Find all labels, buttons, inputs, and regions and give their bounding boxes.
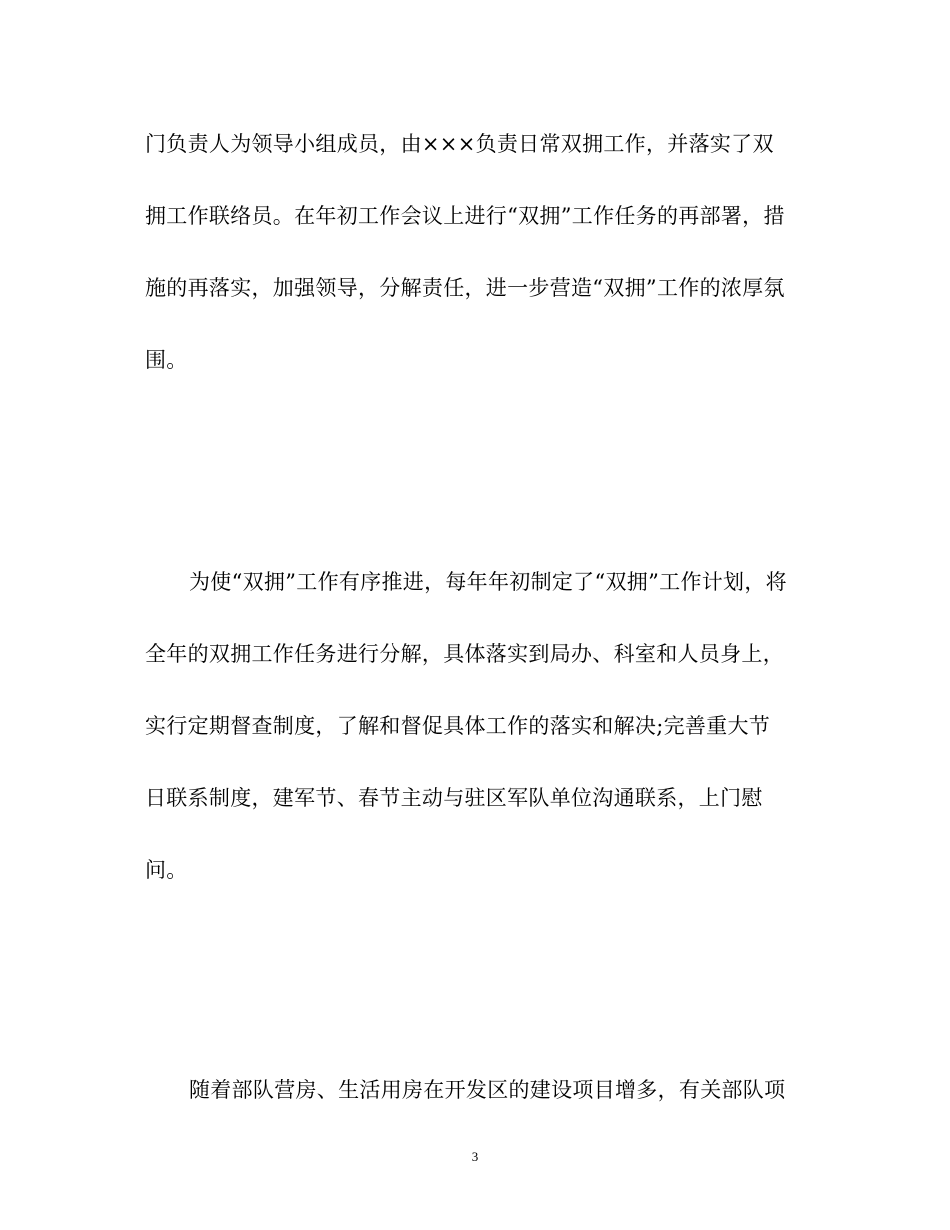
text-line: 全年的双拥工作任务进行分解，具体落实到局办、科室和人员身上， [145,642,784,666]
text-line: 围。 [145,348,188,372]
text-line: 实行定期督查制度，了解和督促具体工作的落实和解决;完善重大节 [145,714,771,738]
text-line: 门负责人为领导小组成员，由×××负责日常双拥工作，并落实了双 [145,132,774,156]
text-line: 为使“双拥”工作有序推进，每年年初制定了“双拥”工作计划，将 [189,570,787,594]
text-line: 拥工作联络员。在年初工作会议上进行“双拥”工作任务的再部署，措 [145,204,785,228]
text-line: 施的再落实，加强领导，分解责任，进一步营造“双拥”工作的浓厚氛 [145,276,785,300]
page-number: 3 [471,1149,479,1164]
text-line: 日联系制度，建军节、春节主动与驻区军队单位沟通联系，上门慰 [145,786,763,810]
text-line: 问。 [145,858,188,882]
text-line: 随着部队营房、生活用房在开发区的建设项目增多，有关部队项 [189,1078,786,1102]
